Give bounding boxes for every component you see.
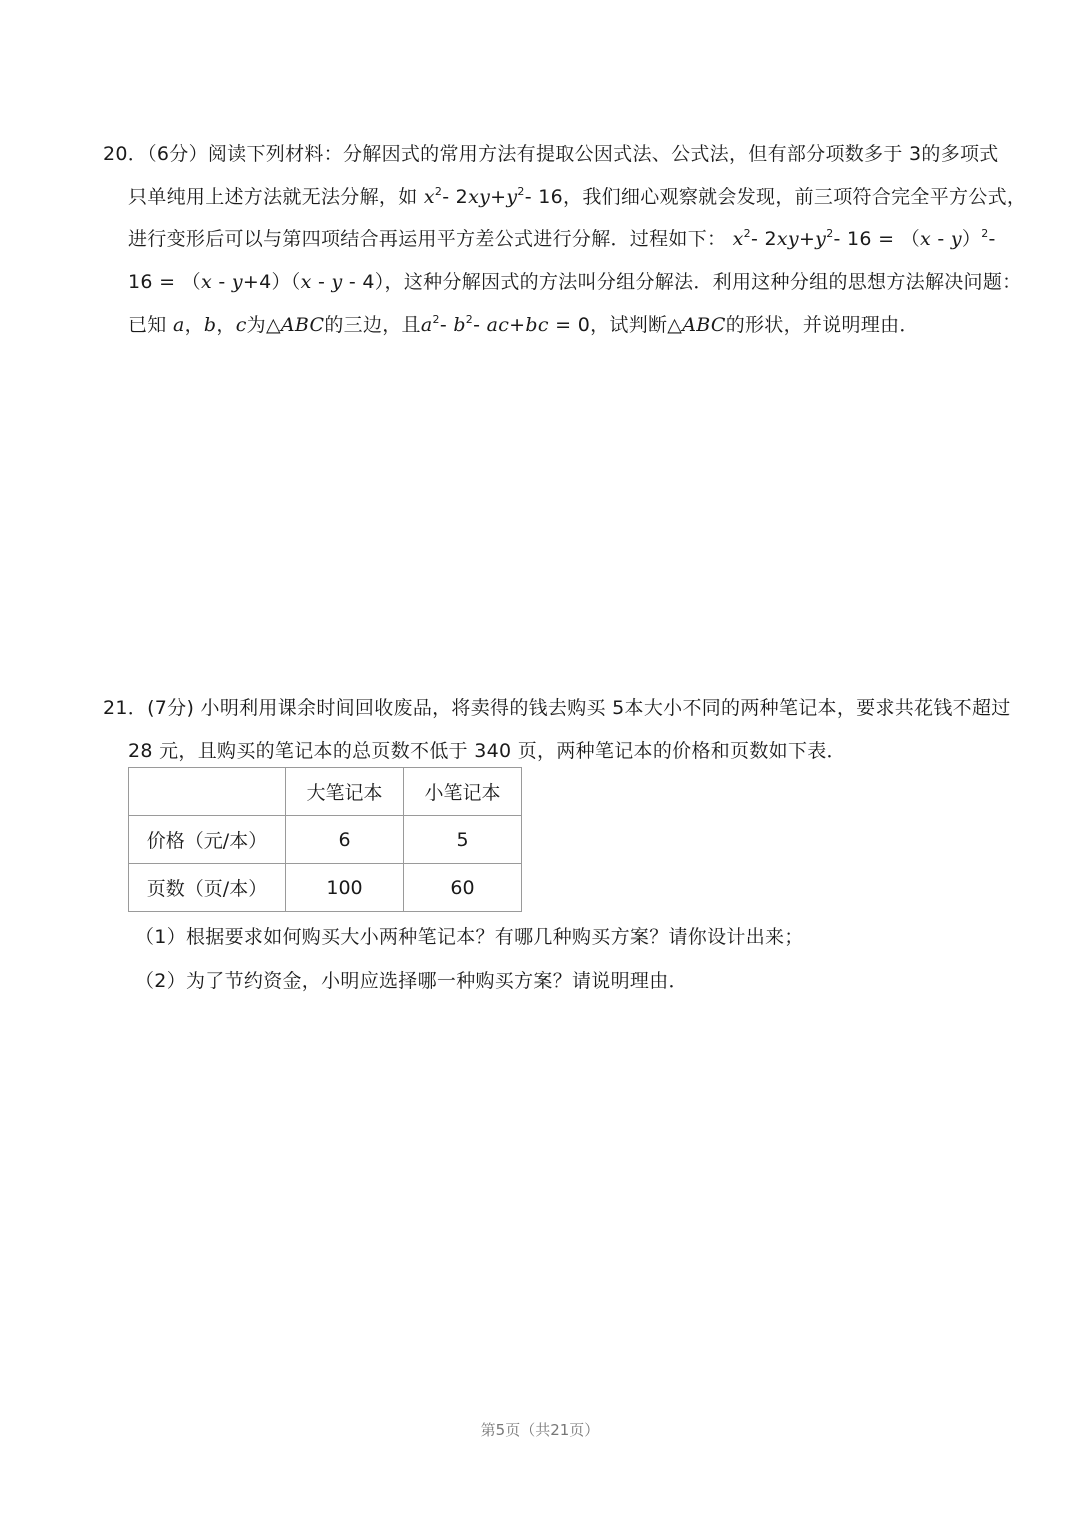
table-cell: 小笔记本: [404, 768, 522, 816]
math-op: +: [490, 186, 507, 208]
table-cell: 页数（页/本）: [129, 864, 286, 912]
math-op: - 2: [442, 186, 469, 208]
math-op: ，: [184, 314, 204, 336]
math-exponent: 2: [432, 313, 440, 326]
math-op: ）: [961, 228, 982, 250]
math-op: -: [212, 271, 232, 293]
math-a: a: [172, 314, 185, 336]
math-exponent: 2: [981, 227, 989, 240]
math-exponent: 2: [434, 185, 443, 198]
q21-sub-1: （1）根据要求如何购买大小两种笔记本？有哪几种购买方案？请你设计出来；: [135, 926, 804, 948]
q20-line-5: [128, 310, 919, 337]
math-x: x: [423, 186, 435, 208]
math-exponent: 2: [826, 227, 834, 240]
math-ac: ac: [486, 314, 510, 336]
q20-text: 为△: [246, 314, 281, 336]
math-exponent: 2: [743, 227, 751, 240]
table-row: [129, 864, 522, 912]
page-footer: 第5页（共21页）: [480, 1421, 600, 1439]
math-x: x: [732, 228, 744, 250]
q20-line-3: [128, 224, 996, 251]
q21-line-2: 28 元，且购买的笔记本的总页数不低于 340 页，两种笔记本的价格和页数如下表．: [128, 740, 846, 762]
math-op: - 2: [750, 228, 777, 250]
math-y: y: [815, 228, 827, 250]
q20-text: 已知: [128, 314, 167, 336]
math-bc: bc: [525, 314, 549, 336]
table-cell: 100: [286, 864, 404, 912]
math-x: x: [200, 271, 212, 293]
q20-line-1: 20．（6分）阅读下列材料：分解因式的常用方法有提取公因式法、公式法，但有部分项数多于 3的多项式: [103, 143, 999, 165]
math-b: b: [453, 314, 466, 336]
math-y: y: [950, 228, 962, 250]
math-op: +4）（: [242, 271, 301, 293]
table-cell: 5: [404, 816, 522, 864]
q20-text: 的三边，且: [324, 314, 421, 336]
math-xy: xy: [776, 228, 799, 250]
math-y: y: [506, 186, 518, 208]
q20-text: = 0，试判断△: [548, 314, 683, 336]
math-op: -: [311, 271, 332, 293]
math-exponent: 2: [465, 313, 474, 326]
math-x: x: [300, 271, 312, 293]
math-op: -: [931, 228, 951, 250]
table-cell: 6: [286, 816, 404, 864]
math-op: - 16: [524, 186, 564, 208]
math-exponent: 2: [517, 185, 525, 198]
math-a: a: [420, 314, 433, 336]
math-abc: ABC: [682, 314, 726, 336]
table-header-row: [129, 768, 522, 816]
table-row: [129, 816, 522, 864]
math-op: +: [798, 228, 816, 250]
q20-text: 进行变形后可以与第四项结合再运用平方差公式进行分解．过程如下：: [128, 228, 727, 250]
math-op: - 4）: [342, 271, 385, 293]
q20-text: 只单纯用上述方法就无法分解，如: [128, 186, 418, 208]
q20-text: ，这种分解因式的方法叫分组分解法．利用这种分组的思想方法解决问题：: [384, 271, 1022, 293]
table-cell: 大笔记本: [286, 768, 404, 816]
math-op: -: [439, 314, 454, 336]
math-c: c: [235, 314, 247, 336]
math-op: +: [509, 314, 526, 336]
math-op: -: [988, 228, 996, 250]
math-op: ，: [216, 314, 236, 336]
table-cell: 60: [404, 864, 522, 912]
q21-line-1: 21．(7分) 小明利用课余时间回收废品，将卖得的钱去购买 5本大小不同的两种笔记本，要求共花钱不超过: [103, 697, 1011, 719]
q20-text: ，我们细心观察就会发现，前三项符合完全平方公式，: [563, 186, 1027, 208]
q20-line-2: [128, 182, 1026, 209]
math-op: 16 = （: [128, 271, 201, 293]
math-xy: xy: [468, 186, 491, 208]
math-y: y: [331, 271, 343, 293]
q20-text: 的形状，并说明理由．: [725, 314, 919, 336]
math-abc: ABC: [280, 314, 325, 336]
notebook-table: [128, 767, 522, 912]
math-op: -: [473, 314, 487, 336]
table-cell: 价格（元/本）: [129, 816, 286, 864]
math-x: x: [920, 228, 932, 250]
math-b: b: [203, 314, 217, 336]
math-y: y: [231, 271, 243, 293]
math-op: - 16 = （: [833, 228, 921, 250]
table-cell: [129, 768, 286, 816]
q21-sub-2: （2）为了节约资金，小明应选择哪一种购买方案？请说明理由．: [135, 970, 688, 992]
q20-line-4: [128, 267, 1021, 294]
